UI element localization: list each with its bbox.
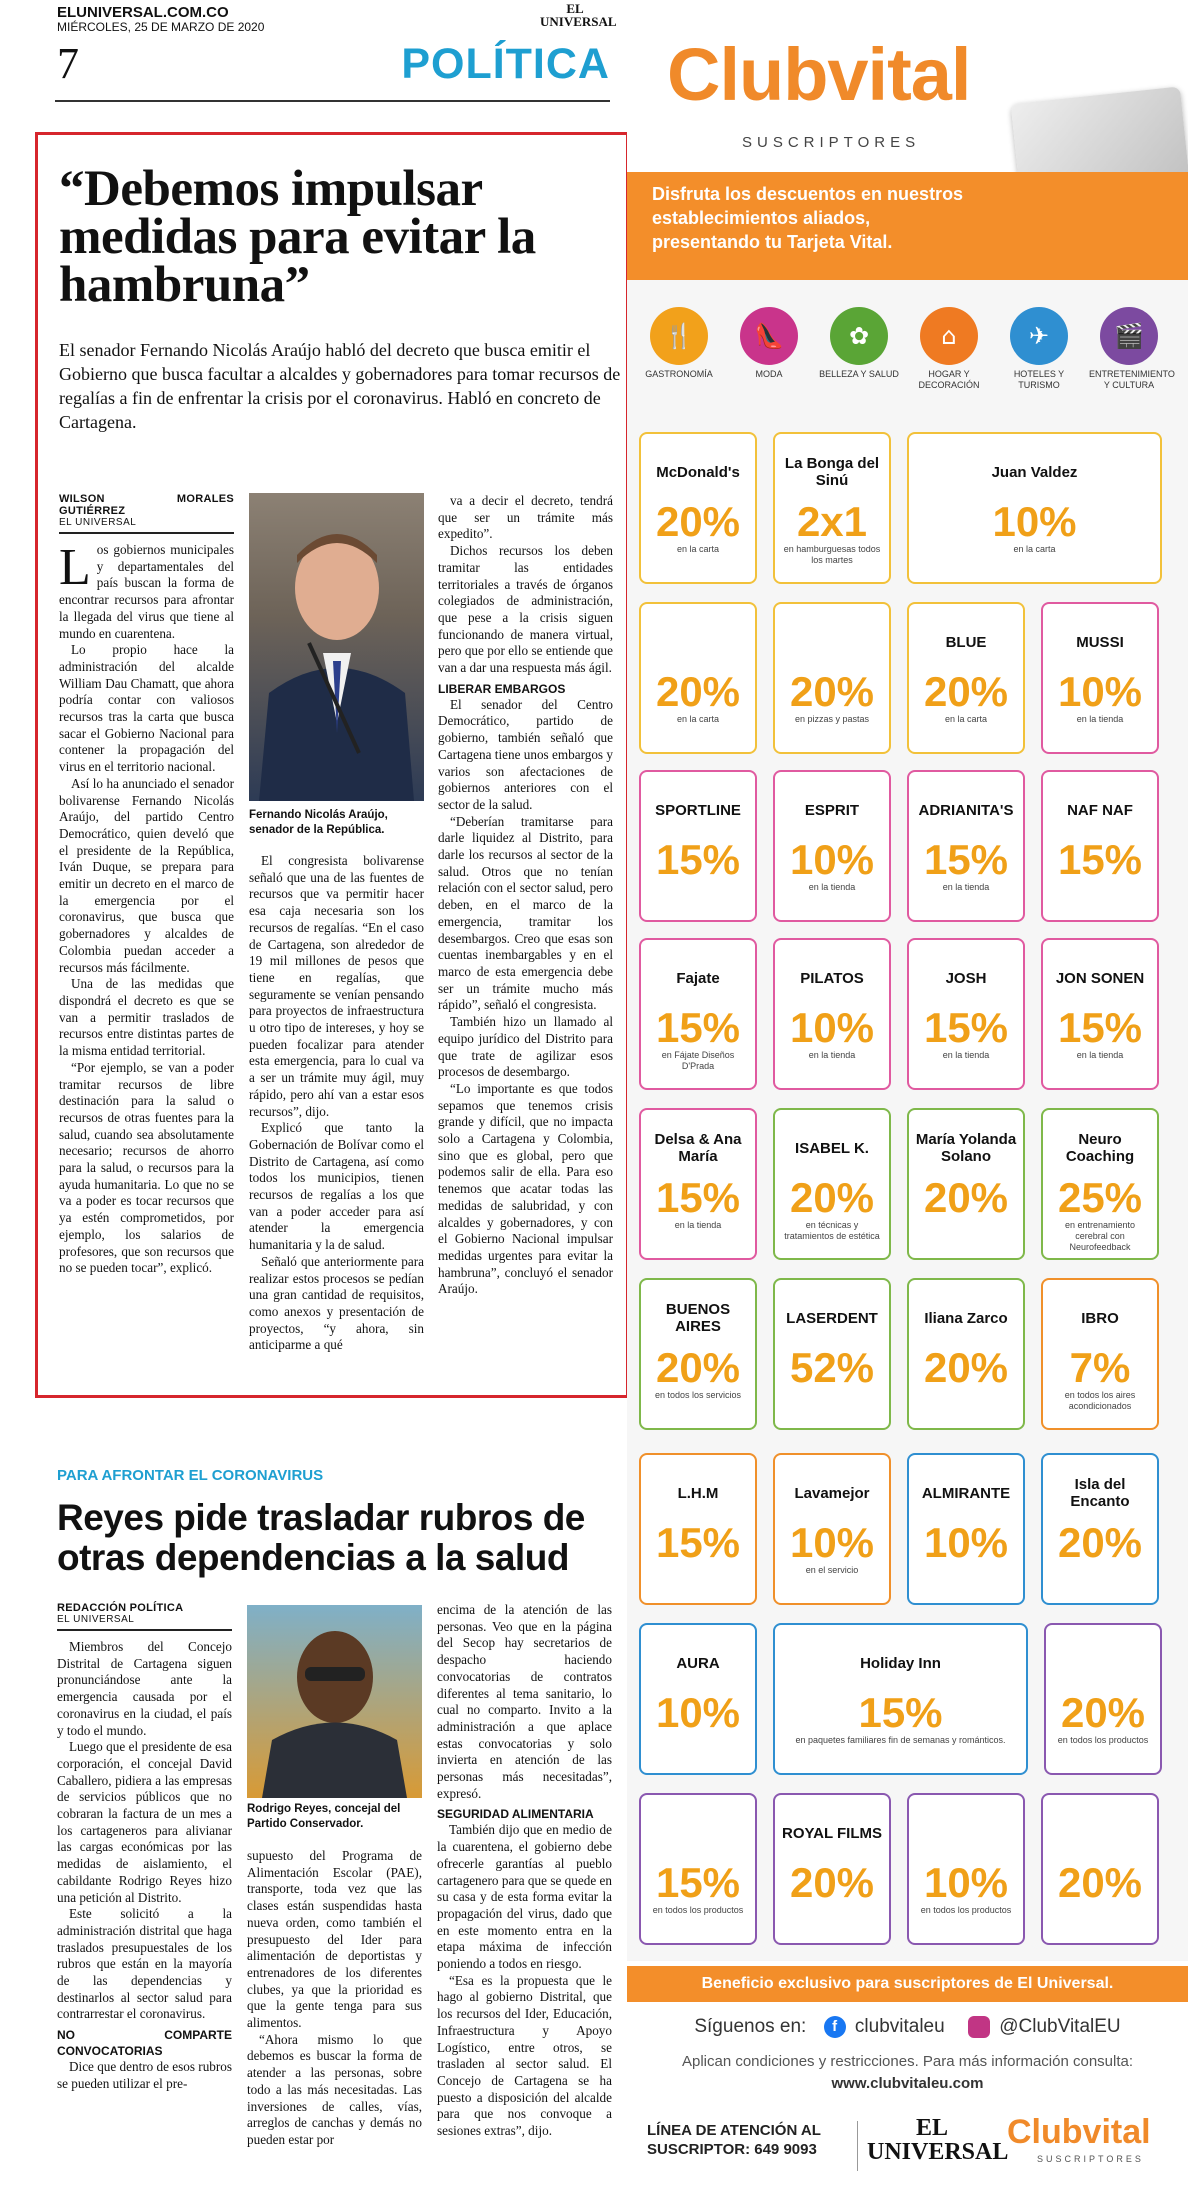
discount-tile (639, 1108, 757, 1260)
discount-tile (773, 1108, 891, 1260)
portrait-figure (247, 1605, 422, 1798)
main-article (35, 132, 629, 1398)
site-url: ELUNIVERSAL.COM.CO (57, 4, 229, 21)
tile-brand (1043, 1813, 1157, 1853)
discount-tile (639, 1278, 757, 1430)
tile-discount: 15% (655, 1859, 741, 1906)
byline: REDACCIÓN POLÍTICA (57, 1602, 184, 1614)
tile-discount: 20% (789, 1174, 875, 1221)
website-link[interactable]: www.clubvitaleu.com (831, 2075, 984, 2092)
hotline-number: 649 9093 (754, 2141, 817, 2158)
discount-tile (773, 432, 891, 584)
tile-brand: María Yolanda Solano (915, 1131, 1017, 1165)
tile-note: en pizzas y pastas (794, 714, 870, 724)
discount-tile (773, 602, 891, 754)
clubvital-advertisement (627, 0, 1188, 2199)
discount-tile (639, 1453, 757, 1605)
byline-outlet: EL UNIVERSAL (59, 517, 234, 534)
tile-note: en la tienda (942, 1050, 990, 1060)
tile-discount: 20% (923, 1174, 1009, 1221)
discount-tile (1041, 602, 1159, 754)
tile-brand: Holiday Inn (860, 1654, 941, 1672)
tile-discount: 52% (789, 1344, 875, 1391)
concejal-photo (247, 1605, 422, 1798)
discount-tile (773, 1278, 891, 1430)
article-column-2: El congresista bolivarense señaló que una de las fuentes de recursos que va permitir hacer esa caja necesaria son los recursos de regalías. “En el caso de Cartagena, son alrededor de 19 mil millones de pesos que tiene en regalías, que seguramente se venían pensando para proyectos de infraestructura u otro tipo de intereses, y hoy se pueden focalizar para atender esta emergencia, para lo cual va a ser un trámite muy ágil, muy rápido, pero ahí van a estar esos recursos”, dijo. Explicó que tanto la Gobernación de Bolívar como el Distrito de Cartagena, así como todos los municipios, tienen recursos de regalías a los que van a poder acceder para así atender la emergencia humanitaria y la de salud. Señaló que anteriormente para realizar estos procesos se pedían una gran cantidad de requisitos, como anexos y presentación de proyectos, “y ahora, sin anticiparme a qué (249, 853, 424, 1353)
beauty-icon: ✿ (830, 307, 888, 365)
tile-note: en todos los servicios (654, 1390, 742, 1400)
subhead: SEGURIDAD ALIMENTARIA (437, 1807, 594, 1822)
tile-discount: 25% (1057, 1174, 1143, 1221)
tile-note: en la carta (944, 714, 988, 724)
discount-tile (907, 602, 1025, 754)
tile-discount: 10% (789, 1004, 875, 1051)
tile-brand: Fajate (676, 969, 720, 987)
discount-tile (773, 938, 891, 1090)
tile-note: en entrenamiento cerebral con Neurofeedback (1064, 1220, 1136, 1252)
facebook-icon: f (824, 2016, 846, 2038)
discount-tile (639, 432, 757, 584)
facebook-handle: clubvitaleu (854, 2016, 945, 2038)
tile-discount: 10% (655, 1689, 741, 1736)
tile-discount: 15% (923, 836, 1009, 883)
tile-brand: LASERDENT (786, 1309, 878, 1327)
tile-note: en Fájate Diseños D'Prada (661, 1050, 735, 1071)
tile-discount: 15% (923, 1004, 1009, 1051)
discount-tile (907, 1793, 1025, 1945)
discount-tile (639, 1793, 757, 1945)
category-beauty: ✿ BELLEZA Y SALUD (819, 307, 899, 380)
tile-brand: Juan Valdez (991, 463, 1078, 481)
tile-discount: 15% (655, 836, 741, 883)
tile-discount: 20% (655, 498, 741, 545)
tile-note: en todos los aires acondicionados (1064, 1390, 1136, 1411)
tile-note: en todos los productos (1057, 1735, 1149, 1745)
tile-brand: ROYAL FILMS (781, 1824, 882, 1842)
photo-caption: Fernando Nicolás Araújo, senador de la República. (249, 809, 388, 836)
tile-discount: 15% (1057, 836, 1143, 883)
tile-note: en la tienda (674, 1220, 722, 1230)
tile-brand: ADRIANITA'S (918, 801, 1014, 819)
tile-brand: MUSSI (1076, 633, 1124, 651)
banner-text: Disfruta los descuentos en nuestros establecimientos aliados, presentando tu Tarjeta Vital. (652, 184, 964, 252)
tile-discount: 15% (655, 1174, 741, 1221)
instagram-icon (968, 2016, 990, 2038)
portrait-figure (249, 493, 424, 801)
fashion-icon: 👠 (740, 307, 798, 365)
discount-tile (1044, 1623, 1162, 1775)
tile-note: en hamburguesas todos los martes (783, 544, 881, 565)
tile-brand: ALMIRANTE (921, 1484, 1011, 1502)
tile-discount: 2x1 (796, 498, 868, 545)
header-divider (55, 100, 610, 102)
tile-discount: 20% (1057, 1859, 1143, 1906)
tile-brand: BLUE (945, 633, 987, 651)
category-fashion: 👠 MODA (729, 307, 809, 380)
exclusive-benefit-strip: Beneficio exclusivo para suscriptores de El Universal. (627, 1966, 1188, 2002)
tile-discount: 15% (655, 1519, 741, 1566)
tile-discount: 20% (655, 1344, 741, 1391)
photo-caption: Rodrigo Reyes, concejal del Partido Conservador. (247, 1803, 401, 1830)
discount-tile (1041, 1278, 1159, 1430)
discount-tile (1041, 770, 1159, 922)
tile-discount: 10% (923, 1859, 1009, 1906)
tile-brand: Isla del Encanto (1070, 1476, 1130, 1510)
tile-discount: 10% (992, 498, 1077, 545)
tile-brand: JOSH (945, 969, 987, 987)
footer-divider (857, 2121, 858, 2171)
hotline: LÍNEA DE ATENCIÓN AL SUSCRIPTOR: 649 9093 (647, 2122, 821, 2158)
article2-column-2: supuesto del Programa de Alimentación Escolar (PAE), transporte, toda vez que las clases están suspendidas hasta nueva orden, como también el presupuesto del Ider para alimentación de deportistas y entrenadores de los diferentes clubes, ya que la prioridad es que la gente tenga para sus alimentos. “Ahora mismo lo que debemos es buscar la forma de atender a las personas, sobre todo a las más necesitadas. Las inversiones de calles, vías, arreglos de canchas y demás no pueden estar por (247, 1848, 422, 2147)
hotel-icon: ✈ (1010, 307, 1068, 365)
tile-note: en el servicio (805, 1565, 859, 1575)
tile-discount: 10% (923, 1519, 1009, 1566)
tile-discount: 10% (789, 1519, 875, 1566)
category-gastronomy: 🍴 GASTRONOMÍA (639, 307, 719, 380)
tile-note: en técnicas y tratamientos de estética (784, 1220, 880, 1241)
drop-cap: L (59, 539, 91, 596)
tile-brand: JON SONEN (1055, 969, 1145, 987)
tile-brand: Neuro Coaching (1065, 1131, 1135, 1165)
discount-tile (907, 770, 1025, 922)
senator-photo (249, 493, 424, 801)
tile-note: en paquetes familiares fin de semanas y románticos. (795, 1735, 1006, 1745)
instagram-handle: @ClubVitalEU (999, 2016, 1121, 2038)
clubvital-subtitle: SUSCRIPTORES (742, 134, 921, 151)
discount-tile (773, 770, 891, 922)
tile-note: en la carta (676, 544, 720, 554)
article-column-3: va a decir el decreto, tendrá que ser un trámite más expedito”. Dichos recursos los deben tramitar las entidades territoriales a través de órganos colegiados de administración, que pese a la crisis siguen funcionando de manera virtual, pero que por ello se entiende que van a dar una respuesta más ágil. LIBERAR EMBARGOS El senador del Centro Democrático, partido de gobierno, también señaló que Cartagena tiene unos embargos y varios son afectaciones de gobiernos anteriores con el sector de la salud. “Deberían tramitarse para darle liquidez al Distrito, para darle los recursos al sector de la salud. Otros que no tenían relación con el sector salud, pero deben, en el marco de la emergencia, tramitar los desembargos. Creo que esas son cuentas inembargables y en el marco de esta emergencia debe ser un trámite mucho más rápido”, señaló el congresista. También hizo un llamado al equipo jurídico del Distrito para que trate de agilizar esos procesos de desembargo. “Lo importante es que todos sepamos que tenemos crisis grande y difícil, que no impacta solo a Cartagena y Colombia, sino que es global, pero que podemos salir de ella. Para eso tenemos que acatar todas las medidas de salubridad, y con alcaldes y gobernadores, y con el Gobierno Nacional impulsar medidas urgentes para evitar la hambruna”, concluyó el senador Araújo. (438, 493, 613, 1297)
discount-tile (907, 1278, 1025, 1430)
ad-banner (627, 172, 1188, 280)
tile-brand (909, 1813, 1023, 1853)
clubvital-logo-small: Clubvital (1007, 2113, 1151, 2151)
terms-text: Aplican condiciones y restricciones. Para más información consulta: (681, 2053, 1134, 2070)
discount-tile (1041, 1108, 1159, 1260)
tile-brand: ESPRIT (804, 801, 860, 819)
newspaper-logo: EL UNIVERSAL (540, 1, 617, 29)
discount-tile (907, 432, 1162, 584)
category-hotel: ✈ HOTELES Y TURISMO (999, 307, 1079, 391)
tile-discount: 15% (858, 1689, 943, 1736)
tile-note: en la tienda (1076, 714, 1124, 724)
section-title: POLÍTICA (401, 40, 610, 88)
tile-brand: La Bonga del Sinú (784, 455, 880, 489)
tile-brand: AURA (676, 1654, 720, 1672)
tile-discount: 15% (1057, 1004, 1143, 1051)
tile-discount: 20% (1060, 1689, 1146, 1736)
tile-discount: 20% (789, 668, 875, 715)
tile-brand: McDonald's (656, 463, 740, 481)
tile-brand: L.H.M (677, 1484, 719, 1502)
discount-tile (1041, 1793, 1159, 1945)
article-title: “Debemos impulsar medidas para evitar la hambruna” (59, 161, 536, 313)
category-entertainment: 🎬 ENTRETENIMIENTO Y CULTURA (1089, 307, 1169, 391)
tile-note: en la tienda (808, 1050, 856, 1060)
tile-brand: BUENOS AIRES (665, 1301, 731, 1335)
discount-tile (639, 1623, 757, 1775)
tile-brand (641, 622, 755, 662)
tile-note: en la tienda (942, 882, 990, 892)
tile-note: en la carta (1013, 544, 1056, 554)
tile-brand: IBRO (1081, 1309, 1119, 1327)
tile-discount: 10% (789, 836, 875, 883)
article2-title: Reyes pide trasladar rubros de otras dependencias a la salud (57, 1497, 585, 1578)
discount-tile (1041, 938, 1159, 1090)
tile-discount: 7% (1069, 1344, 1131, 1391)
page-number: 7 (57, 39, 79, 88)
tile-brand: Lavamejor (794, 1484, 870, 1502)
tile-discount: 20% (923, 1344, 1009, 1391)
tile-brand (775, 622, 889, 662)
home-icon: ⌂ (920, 307, 978, 365)
tile-note: en la tienda (1076, 1050, 1124, 1060)
tile-brand: Delsa & Ana María (654, 1131, 742, 1165)
byline: WILSON MORALES GUTIÉRREZ (59, 493, 234, 517)
tile-discount: 15% (655, 1004, 741, 1051)
gastronomy-icon: 🍴 (650, 307, 708, 365)
tile-brand (641, 1813, 755, 1853)
subhead: LIBERAR EMBARGOS (438, 681, 566, 696)
column-text: Los gobiernos municipales y departamentales del país buscan la forma de encontrar recursos para afrontar la llegada del virus que tiene al mundo en cuarentena. Lo propio hace la administración del alcalde William Dau Chamatt, que ahora podría contar con valiosos recursos tras la carta que busca sacar el Gobierno Nacional para contener la propagación del virus en el territorio nacional. Así lo ha anunciado el senador bolivarense Fernando Nicolás Araújo, del partido Centro Democrático, quien develó que el presidente de la República, Iván Duque, se prepara para emitir un decreto en el marco de la emergencia por el coronavirus, que busca que gobernadores y alcaldes de Colombia puedan acceder a recursos más fácilmente. Una de las medidas que dispondrá el decreto es que se van a permitir traslados de recursos entre distintas partes de la misma entidad territorial. “Por ejemplo, se van a poder tramitar recursos de libre destinación para la salud o recursos de otras fuentes para la salud, cuando sea absolutamente necesario; recursos de ahorro para la salud, o recursos para la ayuda humanitaria. Lo que no se va a poder es tocar recursos que ya estén comprometidos, por ejemplo, los salarios de profesores, que son recursos que no se pueden tocar”, explicó. (59, 539, 234, 1276)
tile-brand (1046, 1643, 1160, 1683)
tile-note: en todos los productos (652, 1905, 744, 1915)
ad-header (627, 0, 1188, 172)
tile-discount: 10% (1057, 668, 1143, 715)
article-column-1 (59, 493, 234, 1277)
tile-brand: Iliana Zarco (924, 1309, 1008, 1327)
tile-note: en la carta (676, 714, 720, 724)
social-row: Síguenos en: f clubvitaleu @ClubVitalEU (694, 2016, 1121, 2038)
issue-date: MIÉRCOLES, 25 DE MARZO DE 2020 (57, 20, 265, 34)
tile-discount: 20% (1057, 1519, 1143, 1566)
el-universal-logo: EL UNIVERSAL (867, 2115, 1009, 2165)
tile-discount: 20% (789, 1859, 875, 1906)
article2-kicker: PARA AFRONTAR EL CORONAVIRUS (57, 1467, 324, 1484)
clubvital-logo: Clubvital (667, 33, 971, 116)
discount-tile (639, 938, 757, 1090)
tile-brand: PILATOS (800, 969, 864, 987)
page-header (55, 0, 617, 105)
discount-tile (1041, 1453, 1159, 1605)
discount-tile (907, 938, 1025, 1090)
tile-brand: SPORTLINE (655, 801, 741, 819)
tile-discount: 20% (923, 668, 1009, 715)
discount-tile (907, 1453, 1025, 1605)
discount-tile (773, 1453, 891, 1605)
tile-note: en la tienda (808, 882, 856, 892)
tile-discount: 20% (655, 668, 741, 715)
tile-brand: NAF NAF (1067, 801, 1133, 819)
discount-tile (907, 1108, 1025, 1260)
subhead: NO COMPARTE CONVOCATORIAS (57, 2028, 232, 2059)
article-lede: El senador Fernando Nicolás Araújo habló del decreto que busca emitir el Gobierno que busca facultar a alcaldes y gobernadores para tomar recursos de regalías a fin de enfrentar la crisis por el coronavirus. Habló en concreto de Cartagena. (59, 340, 621, 432)
discount-tile (639, 770, 757, 922)
article2-column-3: encima de la atención de las personas. Veo que en la página del Secop hay secretarios de despacho haciendo convocatorias de contratos diferentes al tema sanitario, lo cual no comparto. Invito a la administración a que aplace estas convocatorias y solo invierta en atención de las personas más necesitadas”, expresó. SEGURIDAD ALIMENTARIA También dijo que en medio de la cuarentena, el gobierno debe ofrecerle garantías al pueblo cartagenero para que se quede en su casa y de esta forma evitar la propagación del virus, dado que en este momento entra en la etapa máxima de infección poniendo a todos en riesgo. “Esa es la propuesta que le hago al gobierno Distrital, que los recursos del Ider, Educación, Infraestructura y Apoyo Logístico, entre otros, se trasladen al sector salud. El Concejo de Cartagena se ha puesto a disposición del alcalde para que nos convoque a sesiones extras”, dijo. (437, 1602, 612, 2139)
article2-column-1: REDACCIÓN POLÍTICA EL UNIVERSAL Miembros del Concejo Distrital de Cartagena siguen pronunciándose ante la emergencia causada por el coronavirus en la ciudad, el país y todo el mundo. Luego que el presidente de esa corporación, el concejal David Caballero, pidiera a las empresas de servicios públicos que no cobraran la factura de un mes a los cartageneros para alivianar las cargas económicas por las medidas de aislamiento, el cabildante Rodrigo Reyes hizo una petición al Distrito. Este solicitó a la administración distrital que haga traslados presupuestales de los rubros que están en la mayoría de las dependencias y destinarlos al sector salud para contrarrestar el coronavirus. NO COMPARTE CONVOCATORIAS Dice que dentro de esos rubros se pueden utilizar el pre- (57, 1602, 232, 2091)
tile-note: en todos los productos (920, 1905, 1012, 1915)
category-home: ⌂ HOGAR Y DECORACIÓN (909, 307, 989, 391)
entertainment-icon: 🎬 (1100, 307, 1158, 365)
byline-outlet: EL UNIVERSAL (57, 1614, 232, 1631)
clubvital-subtitle-small: SUSCRIPTORES (1037, 2154, 1144, 2164)
tile-brand: ISABEL K. (795, 1139, 869, 1157)
discount-tile (639, 602, 757, 754)
discount-tile (773, 1793, 891, 1945)
discount-tile (773, 1623, 1028, 1775)
